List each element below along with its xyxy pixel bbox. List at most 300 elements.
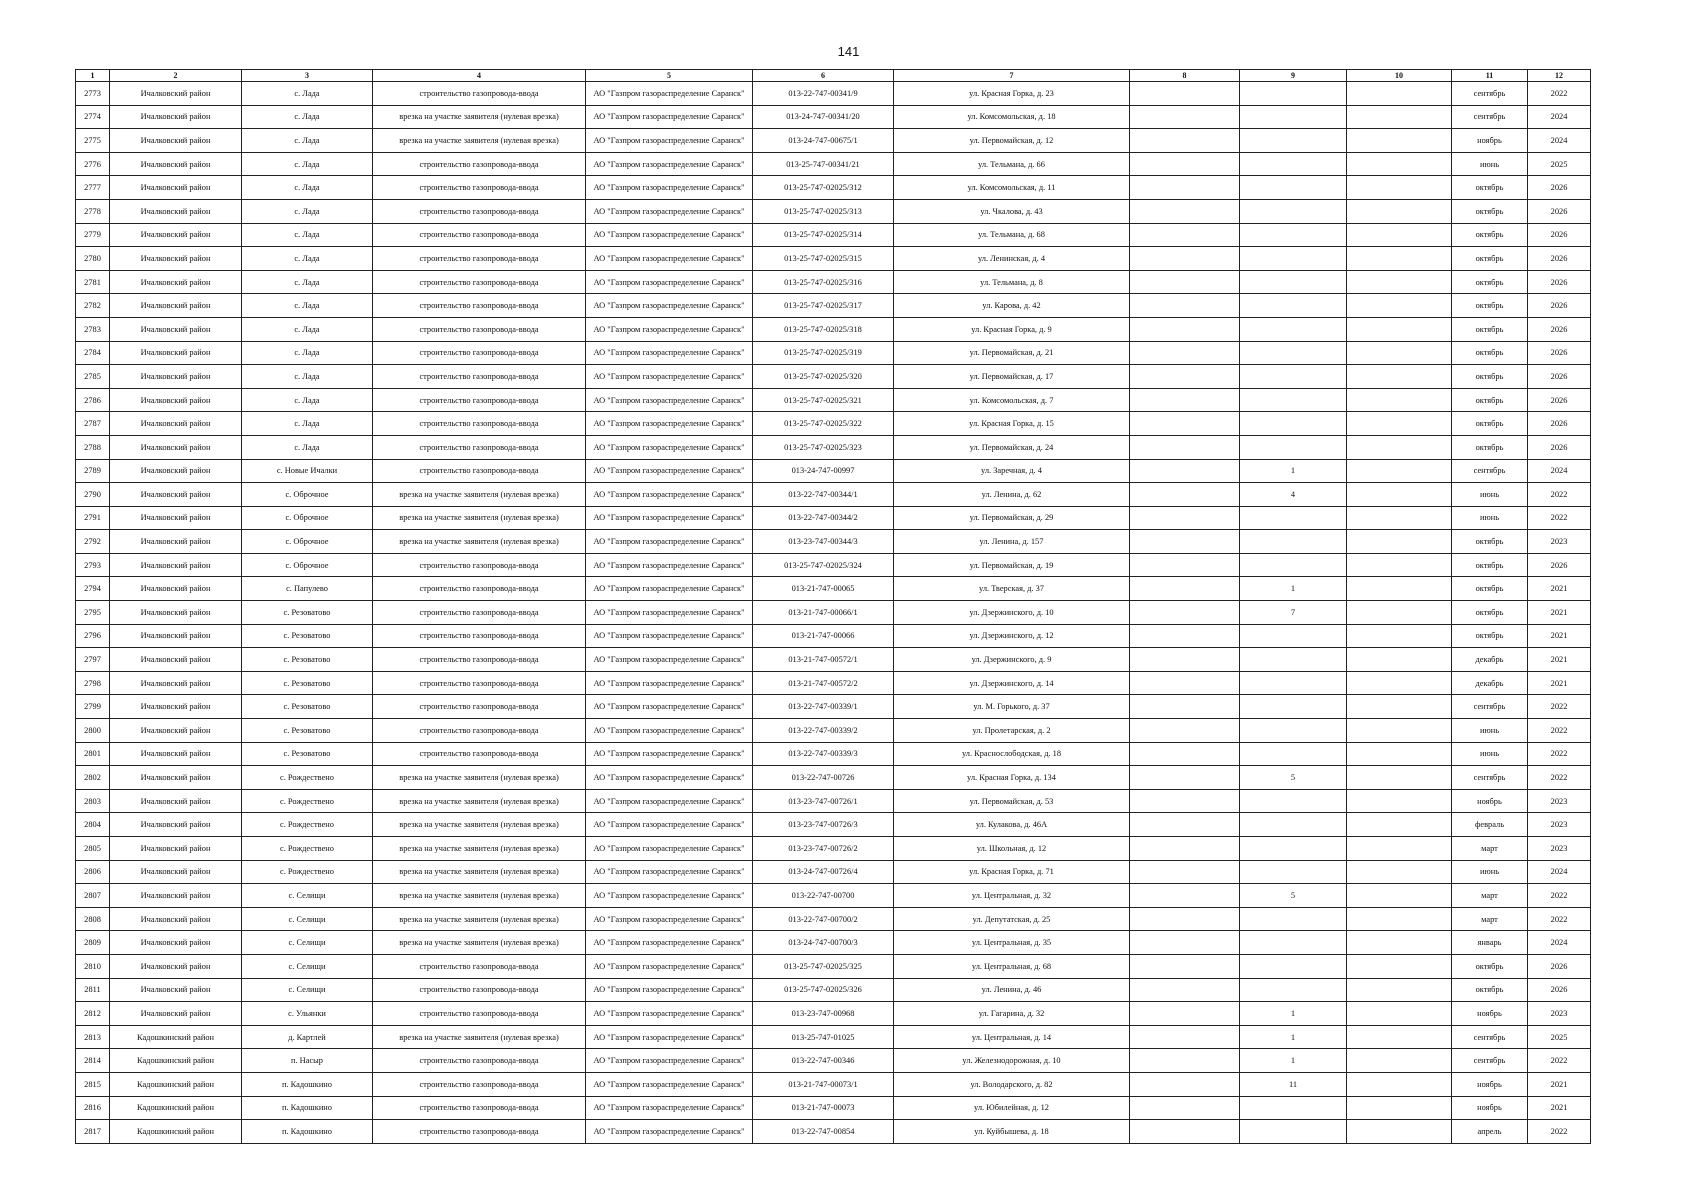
cell-address: ул. Центральная, д. 14: [894, 1025, 1130, 1049]
cell-organization: АО "Газпром газораспределение Саранск": [586, 82, 753, 106]
cell-organization: АО "Газпром газораспределение Саранск": [586, 294, 753, 318]
table-row: [76, 1072, 1591, 1096]
cell-work-type: строительство газопровода-ввода: [373, 294, 586, 318]
cell-contract-number: 013-24-747-00675/1: [753, 129, 894, 153]
cell-col-9: [1240, 294, 1347, 318]
cell-row-number: 2793: [76, 553, 110, 577]
cell-col-9: 1: [1240, 1025, 1347, 1049]
cell-work-type: строительство газопровода-ввода: [373, 1002, 586, 1026]
cell-contract-number: 013-25-747-02025/319: [753, 341, 894, 365]
cell-year: 2022: [1528, 1120, 1591, 1144]
cell-col-8: [1130, 978, 1240, 1002]
cell-organization: АО "Газпром газораспределение Саранск": [586, 978, 753, 1002]
table-body: [76, 82, 1591, 1144]
cell-organization: АО "Газпром газораспределение Саранск": [586, 1120, 753, 1144]
cell-year: 2026: [1528, 365, 1591, 389]
cell-year: 2022: [1528, 766, 1591, 790]
cell-organization: АО "Газпром газораспределение Саранск": [586, 577, 753, 601]
cell-month: сентябрь: [1452, 766, 1528, 790]
cell-settlement: с. Оброчное: [242, 483, 373, 507]
cell-work-type: строительство газопровода-ввода: [373, 152, 586, 176]
cell-col-10: [1347, 671, 1452, 695]
cell-district: Ичалковский район: [110, 837, 242, 861]
cell-settlement: с. Лада: [242, 223, 373, 247]
cell-address: ул. Первомайская, д. 12: [894, 129, 1130, 153]
cell-address: ул. Красная Горка, д. 134: [894, 766, 1130, 790]
cell-district: Ичалковский район: [110, 317, 242, 341]
cell-col-10: [1347, 766, 1452, 790]
cell-year: 2026: [1528, 247, 1591, 271]
cell-year: 2022: [1528, 82, 1591, 106]
cell-col-9: [1240, 530, 1347, 554]
cell-organization: АО "Газпром газораспределение Саранск": [586, 270, 753, 294]
cell-address: ул. Комсомольская, д. 11: [894, 176, 1130, 200]
cell-col-10: [1347, 742, 1452, 766]
cell-district: Ичалковский район: [110, 247, 242, 271]
cell-settlement: с. Рождествено: [242, 813, 373, 837]
cell-row-number: 2802: [76, 766, 110, 790]
cell-settlement: с. Резоватово: [242, 601, 373, 625]
cell-address: ул. Первомайская, д. 17: [894, 365, 1130, 389]
cell-row-number: 2775: [76, 129, 110, 153]
header-row: [76, 70, 1591, 82]
cell-district: Ичалковский район: [110, 223, 242, 247]
cell-address: ул. Дзержинского, д. 9: [894, 648, 1130, 672]
column-header-4: 4: [373, 70, 586, 82]
cell-settlement: с. Ульянки: [242, 1002, 373, 1026]
cell-col-10: [1347, 530, 1452, 554]
cell-settlement: с. Лада: [242, 199, 373, 223]
cell-address: ул. Первомайская, д. 21: [894, 341, 1130, 365]
cell-col-8: [1130, 695, 1240, 719]
cell-col-10: [1347, 459, 1452, 483]
cell-organization: АО "Газпром газораспределение Саранск": [586, 129, 753, 153]
cell-col-8: [1130, 813, 1240, 837]
cell-month: март: [1452, 884, 1528, 908]
cell-month: октябрь: [1452, 954, 1528, 978]
table-row: [76, 624, 1591, 648]
cell-col-9: [1240, 199, 1347, 223]
cell-year: 2024: [1528, 105, 1591, 129]
table-row: [76, 931, 1591, 955]
cell-settlement: с. Селищи: [242, 978, 373, 1002]
cell-month: ноябрь: [1452, 129, 1528, 153]
cell-work-type: строительство газопровода-ввода: [373, 82, 586, 106]
cell-settlement: п. Кадошкино: [242, 1096, 373, 1120]
cell-col-10: [1347, 813, 1452, 837]
cell-col-8: [1130, 435, 1240, 459]
cell-organization: АО "Газпром газораспределение Саранск": [586, 931, 753, 955]
cell-row-number: 2804: [76, 813, 110, 837]
cell-month: декабрь: [1452, 671, 1528, 695]
cell-work-type: врезка на участке заявителя (нулевая врезка): [373, 789, 586, 813]
cell-col-8: [1130, 1049, 1240, 1073]
cell-col-9: [1240, 648, 1347, 672]
table-row: [76, 365, 1591, 389]
cell-month: январь: [1452, 931, 1528, 955]
cell-settlement: п. Насыр: [242, 1049, 373, 1073]
cell-work-type: строительство газопровода-ввода: [373, 742, 586, 766]
cell-col-9: [1240, 695, 1347, 719]
cell-address: ул. Дзержинского, д. 12: [894, 624, 1130, 648]
column-header-6: 6: [753, 70, 894, 82]
cell-settlement: с. Рождествено: [242, 789, 373, 813]
cell-year: 2021: [1528, 1072, 1591, 1096]
cell-district: Ичалковский район: [110, 695, 242, 719]
cell-col-10: [1347, 860, 1452, 884]
cell-col-9: [1240, 341, 1347, 365]
cell-organization: АО "Газпром газораспределение Саранск": [586, 1049, 753, 1073]
cell-col-9: [1240, 789, 1347, 813]
cell-district: Ичалковский район: [110, 530, 242, 554]
table-row: [76, 577, 1591, 601]
table-row: [76, 671, 1591, 695]
cell-district: Ичалковский район: [110, 176, 242, 200]
cell-year: 2026: [1528, 341, 1591, 365]
cell-col-8: [1130, 860, 1240, 884]
cell-month: октябрь: [1452, 577, 1528, 601]
cell-col-8: [1130, 837, 1240, 861]
cell-address: ул. Ленинская, д. 4: [894, 247, 1130, 271]
cell-contract-number: 013-21-747-00073: [753, 1096, 894, 1120]
table-row: [76, 412, 1591, 436]
cell-col-8: [1130, 483, 1240, 507]
cell-year: 2023: [1528, 789, 1591, 813]
cell-settlement: с. Резоватово: [242, 648, 373, 672]
cell-address: ул. Красная Горка, д. 23: [894, 82, 1130, 106]
table-row: [76, 813, 1591, 837]
cell-month: октябрь: [1452, 270, 1528, 294]
cell-contract-number: 013-24-747-00341/20: [753, 105, 894, 129]
table-row: [76, 388, 1591, 412]
cell-col-10: [1347, 152, 1452, 176]
cell-contract-number: 013-25-747-02025/323: [753, 435, 894, 459]
cell-month: сентябрь: [1452, 695, 1528, 719]
cell-organization: АО "Газпром газораспределение Саранск": [586, 789, 753, 813]
cell-district: Ичалковский район: [110, 270, 242, 294]
cell-organization: АО "Газпром газораспределение Саранск": [586, 954, 753, 978]
table-row: [76, 601, 1591, 625]
table-row: [76, 742, 1591, 766]
cell-work-type: строительство газопровода-ввода: [373, 199, 586, 223]
cell-col-9: [1240, 365, 1347, 389]
cell-district: Кадошкинский район: [110, 1096, 242, 1120]
cell-work-type: строительство газопровода-ввода: [373, 317, 586, 341]
cell-row-number: 2773: [76, 82, 110, 106]
cell-col-9: [1240, 931, 1347, 955]
cell-settlement: с. Лада: [242, 317, 373, 341]
cell-row-number: 2806: [76, 860, 110, 884]
table-row: [76, 907, 1591, 931]
cell-month: сентябрь: [1452, 82, 1528, 106]
cell-col-9: [1240, 837, 1347, 861]
table-row: [76, 506, 1591, 530]
cell-col-10: [1347, 388, 1452, 412]
cell-work-type: врезка на участке заявителя (нулевая врезка): [373, 129, 586, 153]
cell-address: ул. Куйбышева, д. 18: [894, 1120, 1130, 1144]
cell-work-type: строительство газопровода-ввода: [373, 553, 586, 577]
cell-year: 2025: [1528, 152, 1591, 176]
cell-col-8: [1130, 766, 1240, 790]
table-row: [76, 884, 1591, 908]
cell-col-9: [1240, 1096, 1347, 1120]
cell-work-type: врезка на участке заявителя (нулевая врезка): [373, 506, 586, 530]
cell-row-number: 2810: [76, 954, 110, 978]
cell-settlement: с. Лада: [242, 152, 373, 176]
cell-month: октябрь: [1452, 978, 1528, 1002]
cell-work-type: строительство газопровода-ввода: [373, 176, 586, 200]
table-row: [76, 435, 1591, 459]
cell-row-number: 2786: [76, 388, 110, 412]
cell-address: ул. Комсомольская, д. 18: [894, 105, 1130, 129]
cell-contract-number: 013-25-747-02025/317: [753, 294, 894, 318]
cell-col-8: [1130, 577, 1240, 601]
cell-row-number: 2801: [76, 742, 110, 766]
cell-contract-number: 013-25-747-02025/312: [753, 176, 894, 200]
table-row: [76, 695, 1591, 719]
cell-work-type: строительство газопровода-ввода: [373, 648, 586, 672]
cell-settlement: с. Селищи: [242, 884, 373, 908]
cell-col-10: [1347, 317, 1452, 341]
cell-organization: АО "Газпром газораспределение Саранск": [586, 435, 753, 459]
cell-contract-number: 013-23-747-00726/1: [753, 789, 894, 813]
cell-col-9: [1240, 152, 1347, 176]
cell-month: октябрь: [1452, 435, 1528, 459]
cell-work-type: врезка на участке заявителя (нулевая врезка): [373, 884, 586, 908]
cell-settlement: с. Лада: [242, 270, 373, 294]
cell-district: Ичалковский район: [110, 648, 242, 672]
cell-month: октябрь: [1452, 601, 1528, 625]
cell-work-type: врезка на участке заявителя (нулевая врезка): [373, 813, 586, 837]
cell-col-9: [1240, 624, 1347, 648]
column-header-8: 8: [1130, 70, 1240, 82]
cell-work-type: строительство газопровода-ввода: [373, 412, 586, 436]
cell-month: октябрь: [1452, 553, 1528, 577]
cell-contract-number: 013-22-747-00344/1: [753, 483, 894, 507]
cell-district: Ичалковский район: [110, 105, 242, 129]
cell-col-8: [1130, 82, 1240, 106]
cell-district: Ичалковский район: [110, 553, 242, 577]
cell-organization: АО "Газпром газораспределение Саранск": [586, 388, 753, 412]
cell-contract-number: 013-22-747-00344/2: [753, 506, 894, 530]
cell-address: ул. Дзержинского, д. 10: [894, 601, 1130, 625]
cell-district: Кадошкинский район: [110, 1120, 242, 1144]
cell-address: ул. Первомайская, д. 24: [894, 435, 1130, 459]
cell-col-9: [1240, 412, 1347, 436]
cell-col-8: [1130, 1120, 1240, 1144]
cell-month: октябрь: [1452, 176, 1528, 200]
cell-address: ул. Депутатская, д. 25: [894, 907, 1130, 931]
cell-year: 2021: [1528, 624, 1591, 648]
cell-col-9: [1240, 435, 1347, 459]
cell-year: 2026: [1528, 317, 1591, 341]
cell-row-number: 2783: [76, 317, 110, 341]
cell-col-8: [1130, 270, 1240, 294]
cell-district: Ичалковский район: [110, 294, 242, 318]
cell-settlement: с. Оброчное: [242, 553, 373, 577]
cell-year: 2021: [1528, 648, 1591, 672]
cell-col-10: [1347, 978, 1452, 1002]
cell-row-number: 2809: [76, 931, 110, 955]
cell-year: 2022: [1528, 719, 1591, 743]
cell-row-number: 2813: [76, 1025, 110, 1049]
cell-address: ул. Тельмана, д. 8: [894, 270, 1130, 294]
cell-row-number: 2785: [76, 365, 110, 389]
cell-col-8: [1130, 884, 1240, 908]
cell-organization: АО "Газпром газораспределение Саранск": [586, 860, 753, 884]
cell-organization: АО "Газпром газораспределение Саранск": [586, 1002, 753, 1026]
cell-col-9: [1240, 719, 1347, 743]
cell-organization: АО "Газпром газораспределение Саранск": [586, 671, 753, 695]
cell-month: июнь: [1452, 719, 1528, 743]
cell-district: Ичалковский район: [110, 82, 242, 106]
cell-year: 2024: [1528, 129, 1591, 153]
cell-settlement: с. Лада: [242, 388, 373, 412]
cell-col-10: [1347, 435, 1452, 459]
cell-organization: АО "Газпром газораспределение Саранск": [586, 766, 753, 790]
cell-address: ул. Гагарина, д. 32: [894, 1002, 1130, 1026]
cell-col-10: [1347, 82, 1452, 106]
cell-row-number: 2795: [76, 601, 110, 625]
cell-year: 2026: [1528, 435, 1591, 459]
table-row: [76, 341, 1591, 365]
cell-col-8: [1130, 129, 1240, 153]
cell-month: октябрь: [1452, 341, 1528, 365]
cell-year: 2026: [1528, 270, 1591, 294]
cell-work-type: строительство газопровода-ввода: [373, 341, 586, 365]
cell-year: 2022: [1528, 506, 1591, 530]
cell-month: июнь: [1452, 742, 1528, 766]
cell-col-8: [1130, 506, 1240, 530]
cell-col-9: [1240, 954, 1347, 978]
cell-col-10: [1347, 1072, 1452, 1096]
cell-address: ул. Карова, д. 42: [894, 294, 1130, 318]
cell-contract-number: 013-21-747-00572/2: [753, 671, 894, 695]
cell-settlement: с. Селищи: [242, 907, 373, 931]
cell-organization: АО "Газпром газораспределение Саранск": [586, 412, 753, 436]
cell-year: 2026: [1528, 176, 1591, 200]
cell-col-9: 11: [1240, 1072, 1347, 1096]
cell-organization: АО "Газпром газораспределение Саранск": [586, 553, 753, 577]
cell-organization: АО "Газпром газораспределение Саранск": [586, 152, 753, 176]
cell-col-10: [1347, 577, 1452, 601]
cell-row-number: 2791: [76, 506, 110, 530]
cell-row-number: 2790: [76, 483, 110, 507]
cell-col-8: [1130, 742, 1240, 766]
cell-col-10: [1347, 648, 1452, 672]
cell-col-8: [1130, 152, 1240, 176]
cell-month: сентябрь: [1452, 459, 1528, 483]
cell-col-10: [1347, 483, 1452, 507]
cell-contract-number: 013-25-747-02025/325: [753, 954, 894, 978]
cell-month: сентябрь: [1452, 105, 1528, 129]
cell-col-10: [1347, 954, 1452, 978]
cell-row-number: 2808: [76, 907, 110, 931]
cell-contract-number: 013-22-747-00700: [753, 884, 894, 908]
cell-work-type: строительство газопровода-ввода: [373, 1096, 586, 1120]
cell-col-8: [1130, 199, 1240, 223]
cell-col-10: [1347, 931, 1452, 955]
cell-month: октябрь: [1452, 365, 1528, 389]
cell-year: 2022: [1528, 907, 1591, 931]
cell-district: Ичалковский район: [110, 719, 242, 743]
cell-col-10: [1347, 506, 1452, 530]
cell-col-8: [1130, 907, 1240, 931]
table-row: [76, 223, 1591, 247]
cell-settlement: с. Селищи: [242, 954, 373, 978]
cell-address: ул. Красная Горка, д. 71: [894, 860, 1130, 884]
cell-work-type: врезка на участке заявителя (нулевая врезка): [373, 1025, 586, 1049]
cell-col-8: [1130, 247, 1240, 271]
cell-row-number: 2776: [76, 152, 110, 176]
cell-settlement: с. Резоватово: [242, 719, 373, 743]
cell-row-number: 2797: [76, 648, 110, 672]
cell-organization: АО "Газпром газораспределение Саранск": [586, 530, 753, 554]
cell-row-number: 2816: [76, 1096, 110, 1120]
cell-row-number: 2774: [76, 105, 110, 129]
cell-organization: АО "Газпром газораспределение Саранск": [586, 719, 753, 743]
cell-col-9: [1240, 129, 1347, 153]
cell-col-8: [1130, 341, 1240, 365]
cell-col-10: [1347, 199, 1452, 223]
cell-contract-number: 013-22-747-00339/1: [753, 695, 894, 719]
cell-organization: АО "Газпром газораспределение Саранск": [586, 1072, 753, 1096]
cell-work-type: строительство газопровода-ввода: [373, 671, 586, 695]
cell-col-9: [1240, 506, 1347, 530]
cell-organization: АО "Газпром газораспределение Саранск": [586, 199, 753, 223]
table-row: [76, 129, 1591, 153]
column-header-5: 5: [586, 70, 753, 82]
cell-district: Ичалковский район: [110, 483, 242, 507]
cell-col-8: [1130, 789, 1240, 813]
cell-organization: АО "Газпром газораспределение Саранск": [586, 695, 753, 719]
cell-address: ул. Володарского, д. 82: [894, 1072, 1130, 1096]
cell-year: 2025: [1528, 1025, 1591, 1049]
table-row: [76, 105, 1591, 129]
cell-col-9: [1240, 1120, 1347, 1144]
cell-col-9: [1240, 176, 1347, 200]
table-row: [76, 860, 1591, 884]
cell-row-number: 2788: [76, 435, 110, 459]
cell-col-9: [1240, 742, 1347, 766]
cell-year: 2021: [1528, 577, 1591, 601]
cell-work-type: врезка на участке заявителя (нулевая врезка): [373, 530, 586, 554]
cell-contract-number: 013-25-747-02025/320: [753, 365, 894, 389]
cell-col-10: [1347, 601, 1452, 625]
cell-work-type: строительство газопровода-ввода: [373, 247, 586, 271]
cell-month: сентябрь: [1452, 1049, 1528, 1073]
cell-organization: АО "Газпром газораспределение Саранск": [586, 624, 753, 648]
cell-row-number: 2803: [76, 789, 110, 813]
cell-contract-number: 013-25-747-01025: [753, 1025, 894, 1049]
cell-month: июнь: [1452, 483, 1528, 507]
cell-district: Ичалковский район: [110, 813, 242, 837]
cell-settlement: с. Резоватово: [242, 671, 373, 695]
cell-contract-number: 013-21-747-00066: [753, 624, 894, 648]
table-row: [76, 954, 1591, 978]
cell-settlement: д. Картлей: [242, 1025, 373, 1049]
cell-address: ул. Красная Горка, д. 9: [894, 317, 1130, 341]
cell-year: 2022: [1528, 742, 1591, 766]
cell-settlement: с. Лада: [242, 176, 373, 200]
cell-organization: АО "Газпром газораспределение Саранск": [586, 247, 753, 271]
cell-month: октябрь: [1452, 294, 1528, 318]
cell-address: ул. Тельмана, д. 68: [894, 223, 1130, 247]
cell-settlement: с. Лада: [242, 435, 373, 459]
cell-year: 2023: [1528, 1002, 1591, 1026]
cell-district: Ичалковский район: [110, 601, 242, 625]
cell-col-9: [1240, 978, 1347, 1002]
